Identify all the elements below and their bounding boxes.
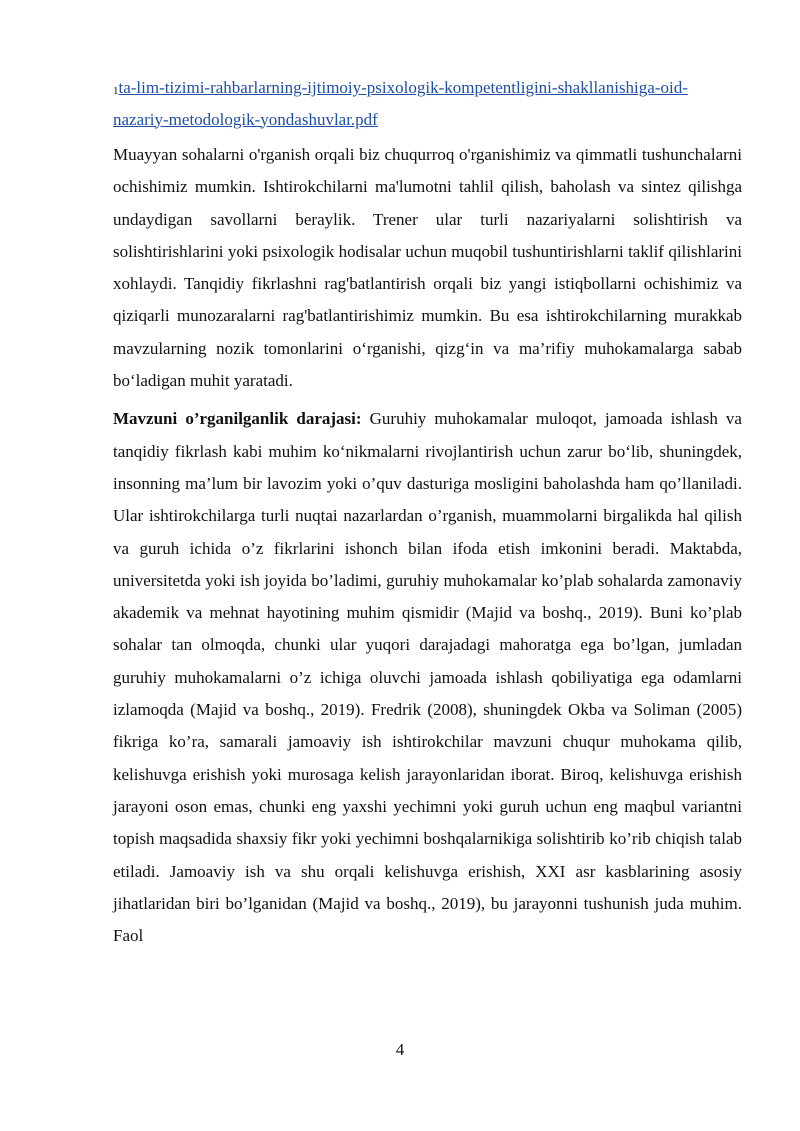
paragraph-topic-study-level — [113, 403, 742, 952]
footnote-marker: 1 — [113, 85, 119, 97]
document-page — [113, 72, 742, 958]
footnote — [113, 72, 742, 135]
page-number: 4 — [395, 1040, 405, 1059]
footnote-link[interactable]: ta-lim-tizimi-rahbarlarning-ijtimoiy-psixologik-kompetentligini-shakllanishiga-oid-nazariy-metodologik-yondashuvlar.pdf — [113, 78, 688, 129]
paragraph-intro: Muayyan sohalarni o'rganish orqali biz chuqurroq o'rganishimiz va qimmatli tushunchalarni ochishimiz mumkin. Ishtirokchilarni ma'lumotni tahlil qilish, baholash va sintez qilishga undaydigan savollarni beraylik. Trener ular turli nazariyalarni solishtirish va solishtirishlarini yoki psixologik hodisalar uchun muqobil tushuntirishlarni taklif qilishlarini xohlaydi. Tanqidiy fikrlashni rag'batlantirish orqali biz yangi istiqbollarni ochishimiz va qiziqarli munozaralarni rag'batlantirishimiz mumkin. Bu esa ishtirokchilarning murakkab mavzularning nozik tomonlarini o‘rganishi, qizg‘in va ma’rifiy muhokamalarga sabab bo‘ladigan muhit yaratadi. — [113, 145, 742, 391]
section-heading: Mavzuni o’rganilganlik darajasi: — [113, 409, 362, 429]
paragraph-body: Guruhiy muhokamalar muloqot, jamoada ishlash va tanqidiy fikrlash kabi muhim ko‘nikmalarni rivojlantirish uchun zarur bo‘lib, shuningdek, insonning ma’lum bir lavozim yoki o’quv dasturiga mosligini baholashda ham qo’llaniladi. Ular ishtirokchilarga turli nuqtai nazarlardan o’rganish, muammolarni birgalikda hal qilish va guruh ichida o’z fikrlarini ishonch bilan ifoda etish imkonini beradi. Maktabda, universitetda yoki ish joyida bo’ladimi, guruhiy muhokamalar ko’plab sohalarda zamonaviy akademik va mehnat hayotining muhim qismidir (Majid va boshq., 2019). Buni ko’plab sohalar tan olmoqda, chunki ular yuqori darajadagi mahoratga ega bo’lgan, jumladan guruhiy muhokamalarni o’z ichiga oluvchi jamoada ishlash qobiliyatiga ega odamlarni izlamoqda (Majid va boshq., 2019). Fredrik (2008), shuningdek Okba va Soliman (2005) fikriga ko’ra, samarali jamoaviy ish ishtirokchilar mavzuni chuqur muhokama qilib, kelishuvga erishish yoki murosaga kelish jarayonlaridan iborat. Biroq, kelishuvga erishish jarayoni oson emas, chunki eng yaxshi yechimni yoki guruh uchun eng maqbul variantni topish maqsadida shaxsiy fikr yoki yechimni boshqalarnikiga solishtirib ko’rib chiqish talab etiladi. Jamoaviy ish va shu orqali kelishuvga erishish, XXI asr kasblarining asosiy jihatlaridan biri bo’lganidan (Majid va boshq., 2019), bu jarayonni tushunish juda muhim. Faol — [113, 409, 742, 946]
